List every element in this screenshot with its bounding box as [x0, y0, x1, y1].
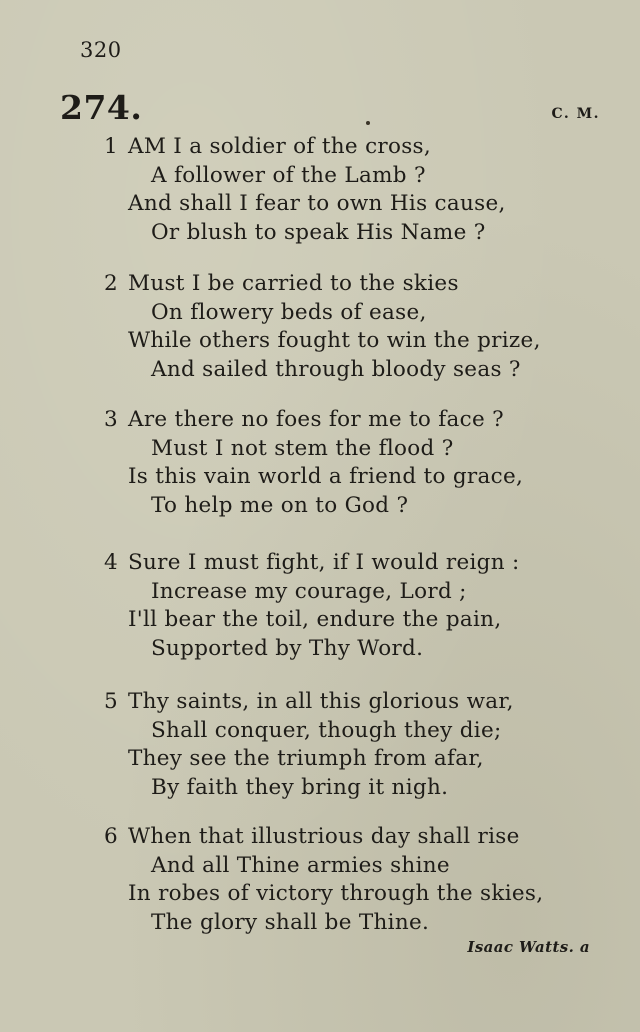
verse-line: On flowery beds of ease, [151, 299, 427, 325]
verse-number: 3 [104, 407, 118, 432]
verse-line: In robes of victory through the skies, [128, 881, 544, 906]
verse-2 [104, 270, 541, 384]
page-number: 320 [80, 38, 122, 62]
verse-line: While others fought to win the prize, [128, 328, 541, 353]
verse-1 [104, 133, 506, 247]
verse-4 [104, 549, 520, 663]
verse-line: And shall I fear to own His cause, [128, 191, 506, 216]
verse-line: And all Thine armies shine [151, 852, 450, 878]
verse-line: By faith they bring it nigh. [151, 774, 449, 800]
verse-line: Increase my courage, Lord ; [151, 578, 467, 604]
verse-line: 6 When that illustrious day shall rise [104, 823, 543, 852]
verse-line: Supported by Thy Word. [151, 635, 424, 661]
verse-number: 6 [104, 824, 118, 849]
author-attribution: Isaac Watts. a [467, 938, 590, 956]
verse-line: Must I not stem the flood ? [151, 435, 454, 461]
verse-number: 4 [104, 550, 118, 575]
verse-line: 4 Sure I must fight, if I would reign : [104, 549, 520, 578]
page-speck [366, 121, 370, 125]
verse-line: 3 Are there no foes for me to face ? [104, 406, 523, 435]
meter-label: C. M. [551, 106, 600, 122]
verse-line: The glory shall be Thine. [151, 909, 430, 935]
verse-number: 5 [104, 689, 118, 714]
verse-line: Or blush to speak His Name ? [151, 219, 486, 245]
verse-5 [104, 688, 514, 802]
verse-3 [104, 406, 523, 520]
verse-number: 1 [104, 134, 118, 159]
verse-line: Shall conquer, though they die; [151, 717, 502, 743]
verse-6 [104, 823, 543, 937]
verse-line: 5 Thy saints, in all this glorious war, [104, 688, 514, 717]
verse-line: I'll bear the toil, endure the pain, [128, 607, 502, 632]
verse-line: To help me on to God ? [151, 492, 409, 518]
hymn-number: 274. [60, 88, 143, 127]
verse-line: 1 AM I a soldier of the cross, [104, 133, 506, 162]
verse-line: They see the triumph from afar, [128, 746, 484, 771]
verse-line: And sailed through bloody seas ? [151, 356, 521, 382]
verse-number: 2 [104, 271, 118, 296]
verse-line: A follower of the Lamb ? [151, 162, 426, 188]
verse-line: 2 Must I be carried to the skies [104, 270, 541, 299]
verse-line: Is this vain world a friend to grace, [128, 464, 524, 489]
